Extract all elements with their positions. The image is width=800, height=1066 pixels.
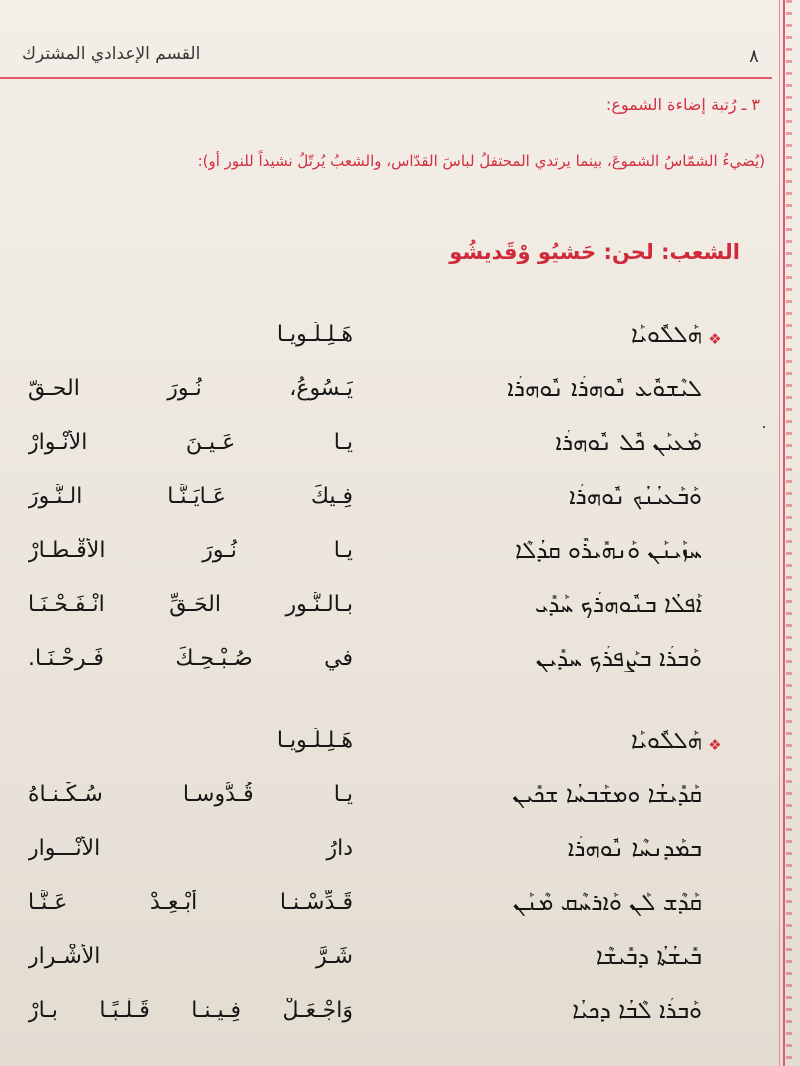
stanza-marker-icon: ❖	[708, 330, 722, 348]
syriac-text: ܘܰܒܪܳܐ ܒܨܰܦܪܳܟ ܚܕܺܝܢ	[535, 646, 702, 672]
syriac-text: ܗܰܠܠܽܘܝܰܐ	[630, 728, 702, 754]
verse-line	[0, 484, 800, 538]
verse-line	[0, 944, 800, 998]
section-heading: ٣ ـ رُتبة إضاءة الشموع:	[605, 95, 760, 114]
syriac-text: ܗܰܠܠܽܘܝܰܐ	[630, 322, 702, 348]
arabic-text: يـا نُـورَ الأقْـطـارْ	[28, 538, 353, 563]
arabic-text: بـالـنُّـورِ الحَـقِّ انْـفَـحْـنَـا	[28, 592, 353, 617]
verse-line	[0, 322, 800, 376]
syriac-text: ܘܰܒܪܳܐ ܠܶܒܳܐ ܕܟܝܳܐ	[572, 998, 702, 1024]
arabic-text: شَـرَّ الأشْـرارِ	[28, 944, 353, 969]
syriac-text: ܠܝܶܫܘܽܥ ܢܽܘܗܪܳܐ ܢܽܘܗܪܳܐ	[507, 376, 702, 402]
arabic-text: قَـدِّسْـنـا أبْـعِـدْ عَـنَّـا	[28, 890, 353, 915]
arabic-text: فِـيكَ عَـايَـنَّـا الـنُّـورَ	[28, 484, 353, 509]
syriac-text: ܩܰܕܶܫ ܠܰܢ ܘܰܐܪܚܶܩ ܡܶܢܰܢ	[512, 890, 702, 916]
verse-line	[0, 430, 800, 484]
verse-line	[0, 998, 800, 1052]
verse-line	[0, 376, 800, 430]
arabic-text: يـا قُـدُّوسـا سُـكْـنـاهُ	[28, 782, 353, 807]
verse-line	[0, 782, 800, 836]
syriac-text: ܒܺܝܫܳܬܳܐ ܕܒܺܝܫܶܐ	[595, 944, 702, 970]
arabic-text: دارُ الأنْـــوارِ	[28, 836, 353, 861]
arabic-text: يَـسُوعُ، نُـورَ الحـقّ	[28, 376, 353, 401]
verse-line	[0, 728, 800, 782]
arabic-text: في صُـبْـحِـكَ فَـرِحْـنَـا.	[28, 646, 353, 671]
verse-line	[0, 836, 800, 890]
arabic-text: وَاجْـعَـلْ فِـيـنـا قَـلْـبًـا بـارْ	[28, 998, 353, 1023]
verse-line	[0, 538, 800, 592]
syriac-text: ܩܰܕܺܝܫܳܐ ܘܡܫܰܒܚܳܐ ܫܟܺܝܢ	[512, 782, 702, 808]
verse-line	[0, 646, 800, 700]
syriac-text: ܚܙܰܝܢܰܢ ܘܰܢܗܺܝܪܽܘ ܩܕܳܠܶܐ	[515, 538, 702, 564]
running-header-title: القسم الإعدادي المشترك	[22, 44, 201, 64]
paper-speck	[763, 426, 765, 428]
rubric-instruction: (يُضيءُ الشمّاسُ الشموعَ، بينما يرتدي المحتفلُ لباسَ القدّاس، والشعبُ يُرتّلُ نشيداً للنور أو):	[197, 152, 765, 170]
header-divider	[0, 77, 772, 79]
syriac-text: ܡܰܥܝܰܢ ܟܽܠ ܢܽܘܗܪܳܐ	[555, 430, 702, 456]
arabic-text: هَـلِـلُـويـا	[276, 728, 353, 753]
syriac-text: ܒܡܰܕܢܚܶܐ ܢܽܘܗܪܳܐ	[567, 836, 702, 862]
page-number: ٨	[749, 46, 759, 67]
melody-heading: الشعب: لحن: حَشيُو وْقَديشُو	[449, 240, 740, 264]
stanza-marker-icon: ❖	[708, 736, 722, 754]
verse-line	[0, 890, 800, 944]
syriac-text: ܘܰܒܰܥܝܳܢܳܟ ܢܽܘܗܪܳܐ	[569, 484, 702, 510]
arabic-text: يـا عَـيـنَ الأنْـوارْ	[28, 430, 353, 455]
verse-line	[0, 592, 800, 646]
syriac-text: ܐܰܦܠܳܐ ܒܢܽܘܗܪܳܟ ܚܰܕܺܝ	[534, 592, 702, 618]
arabic-text: هَـلِـلُـويـا	[276, 322, 353, 347]
